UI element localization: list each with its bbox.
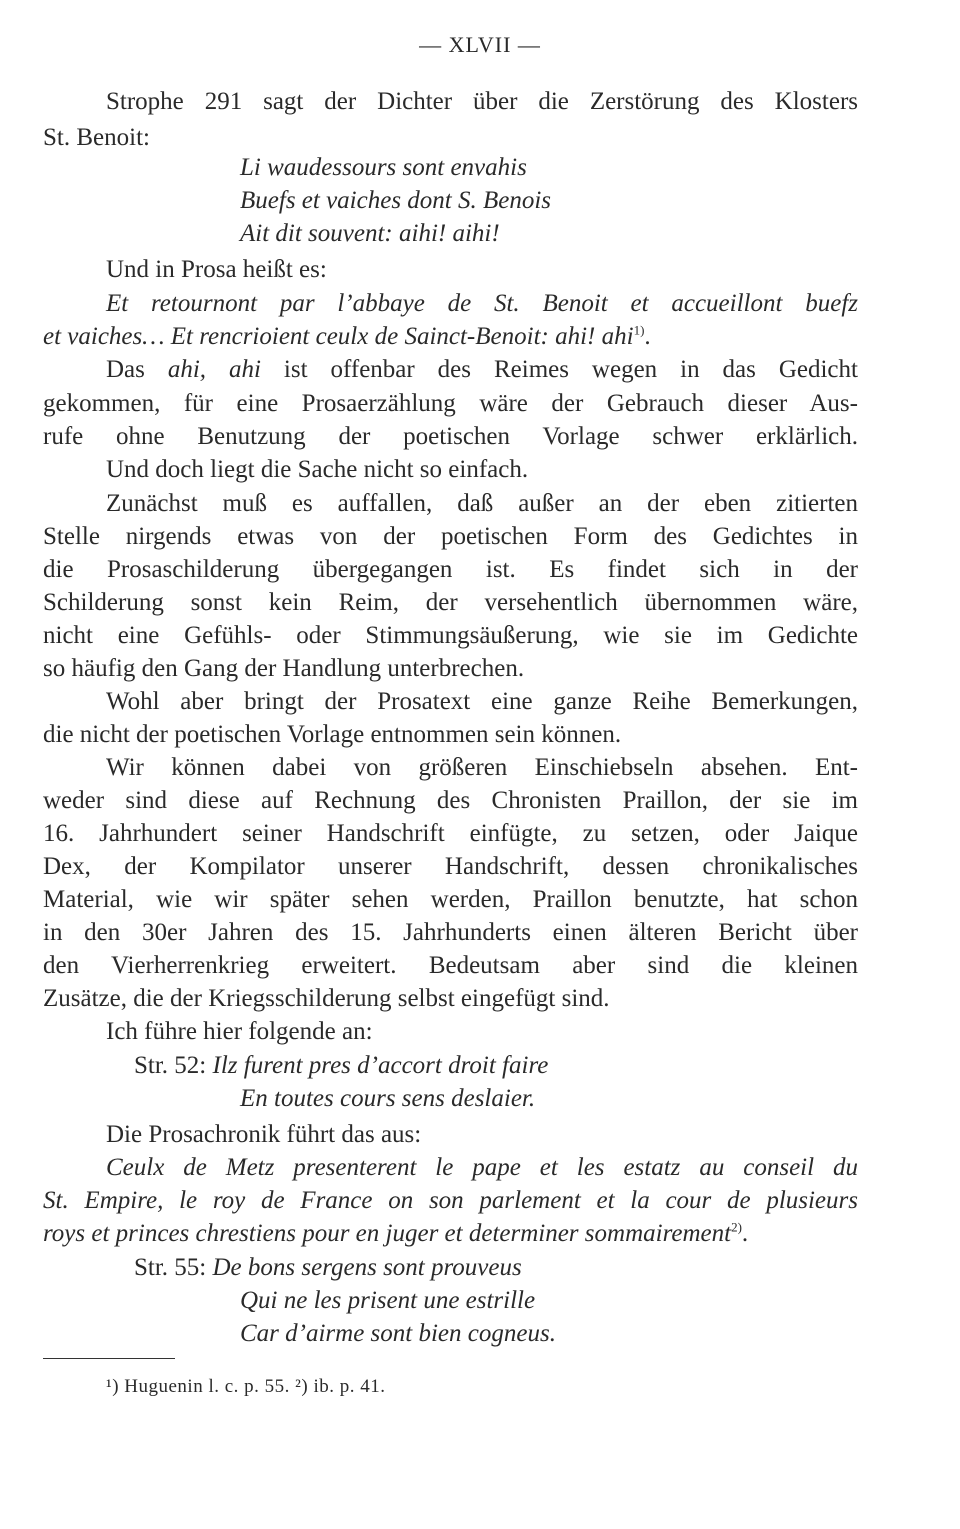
text-line: Wir können dabei von größeren Einschiebseln absehen. Ent- bbox=[106, 754, 858, 781]
verse-line: Qui ne les prisent une estrille bbox=[240, 1287, 536, 1314]
text-line: in den 30er Jahren des 15. Jahrhunderts einen älteren Bericht über bbox=[43, 919, 858, 946]
quote-line: Ceulx de Metz presenterent le pape et les estatz au conseil du bbox=[106, 1154, 858, 1181]
text-line: rufe ohne Benutzung der poetischen Vorlage schwer erklärlich. bbox=[43, 423, 858, 450]
text-line: Material, wie wir später sehen werden, Praillon benutzte, hat schon bbox=[43, 886, 858, 913]
quote-line: St. Empire, le roy de France on son parlement et la cour de plusieurs bbox=[43, 1187, 858, 1214]
text-line: Und in Prosa heißt es: bbox=[106, 256, 327, 283]
text-line: Das ahi, ahi ist offenbar des Reimes wegen in das Gedicht bbox=[106, 356, 858, 383]
text-line: St. Benoit: bbox=[43, 124, 150, 151]
text-line: Und doch liegt die Sache nicht so einfach. bbox=[106, 456, 529, 483]
quote-line: Et retournont par l’abbaye de St. Benoit et accueillont buefz bbox=[106, 290, 858, 317]
quote-line: et vaiches… Et rencrioient ceulx de Sainct-Benoit: ahi! ahi$^{1)}$. bbox=[43, 322, 651, 350]
text-line: 16. Jahrhundert seiner Handschrift einfügte, zu setzen, oder Jaique bbox=[43, 820, 858, 847]
quote-line: roys et princes chrestiens pour en juger et determiner sommairement$^{2)}$. bbox=[43, 1219, 749, 1247]
text-line: die Prosaschilderung übergegangen ist. Es findet sich in der bbox=[43, 556, 858, 583]
text-line: weder sind diese auf Rechnung des Chronisten Praillon, der sie im bbox=[43, 787, 858, 814]
footnotes: ¹) Huguenin l. c. p. 55. ²) ib. p. 41. bbox=[106, 1376, 386, 1397]
text-line: Zusätze, die der Kriegsschilderung selbst eingefügt sind. bbox=[43, 985, 610, 1012]
text-line: Stelle nirgends etwas von der poetischen Form des Gedichtes in bbox=[43, 523, 858, 550]
text-line: die nicht der poetischen Vorlage entnommen sein können. bbox=[43, 721, 622, 748]
verse-line: Buefs et vaiches dont S. Benois bbox=[240, 187, 552, 214]
verse-line: En toutes cours sens deslaier. bbox=[240, 1085, 536, 1112]
verse-line: Li waudessours sont envahis bbox=[240, 154, 527, 181]
text-line: den Vierherrenkrieg erweitert. Bedeutsam aber sind die kleinen bbox=[43, 952, 858, 979]
verse-line: Str. 55: De bons sergens sont prouveus bbox=[134, 1254, 522, 1281]
verse-line: Str. 52: Ilz furent pres d’accort droit faire bbox=[134, 1052, 549, 1079]
text-line: Zunächst muß es auffallen, daß außer an der eben zitierten bbox=[106, 490, 858, 517]
footnote-rule bbox=[43, 1358, 175, 1359]
text-line: Wohl aber bringt der Prosatext eine ganze Reihe Bemerkungen, bbox=[106, 688, 858, 715]
text-line: gekommen, für eine Prosaerzählung wäre der Gebrauch dieser Aus- bbox=[43, 390, 858, 417]
text-line: Die Prosachronik führt das aus: bbox=[106, 1121, 422, 1148]
page-number: — XLVII — bbox=[419, 32, 541, 57]
text-line: nicht eine Gefühls- oder Stimmungsäußerung, wie sie im Gedichte bbox=[43, 622, 858, 649]
verse-line: Car d’airme sont bien cogneus. bbox=[240, 1320, 556, 1347]
text-line: Strophe 291 sagt der Dichter über die Zerstörung des Klosters bbox=[106, 88, 858, 115]
text-line: Ich führe hier folgende an: bbox=[106, 1018, 373, 1045]
text-line: Schilderung sonst kein Reim, der versehentlich übernommen wäre, bbox=[43, 589, 858, 616]
verse-line: Ait dit souvent: aihi! aihi! bbox=[240, 220, 500, 247]
text-line: so häufig den Gang der Handlung unterbrechen. bbox=[43, 655, 525, 682]
text-line: Dex, der Kompilator unserer Handschrift, dessen chronikalisches bbox=[43, 853, 858, 880]
